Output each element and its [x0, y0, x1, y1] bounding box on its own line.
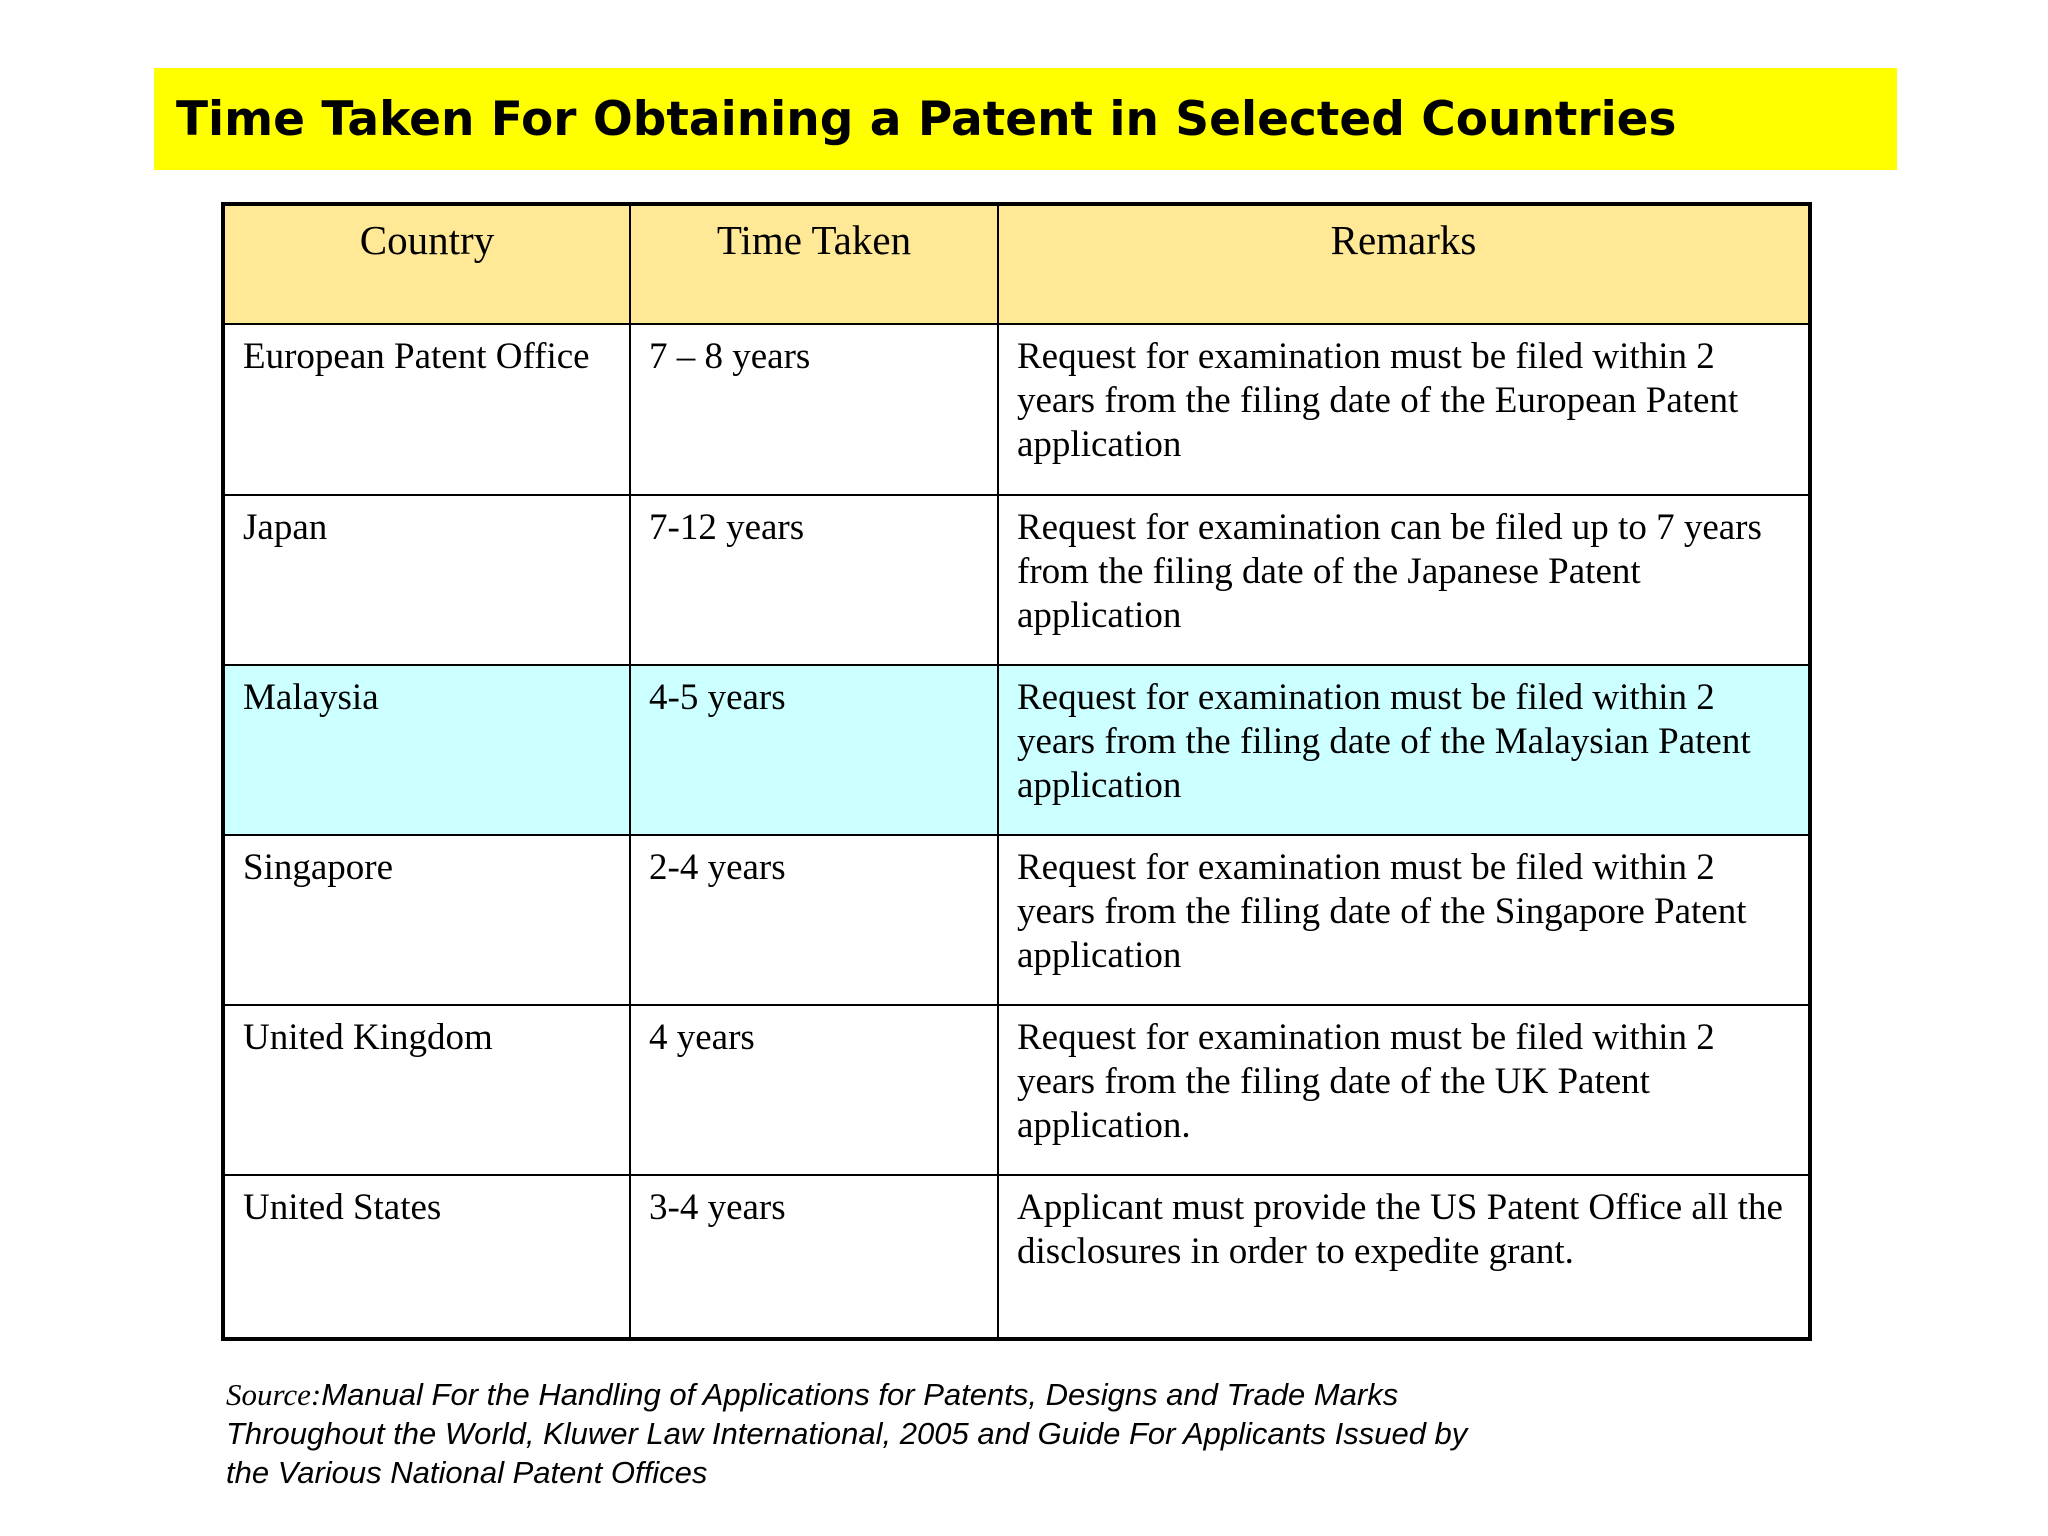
cell-remarks: Request for examination must be filed within 2 years from the filing date of the European Patent application	[999, 325, 1808, 496]
cell-time-taken: 4-5 years	[631, 666, 999, 836]
cell-country: United States	[225, 1176, 631, 1337]
header-time-taken: Time Taken	[631, 206, 999, 325]
source-text: Manual For the Handling of Applications for Patents, Designs and Trade Marks Throughout the World, Kluwer Law International, 2005 and Guide For Applicants Issued by the Various National Patent Offices	[226, 1377, 1468, 1490]
cell-remarks: Request for examination can be filed up to 7 years from the filing date of the Japanese Patent application	[999, 496, 1808, 666]
cell-country: Singapore	[225, 836, 631, 1006]
cell-remarks: Request for examination must be filed within 2 years from the filing date of the Malaysian Patent application	[999, 666, 1808, 836]
header-country: Country	[225, 206, 631, 325]
cell-country: Japan	[225, 496, 631, 666]
page-title: Time Taken For Obtaining a Patent in Selected Countries	[176, 91, 1677, 147]
cell-country: Malaysia	[225, 666, 631, 836]
cell-time-taken: 7 – 8 years	[631, 325, 999, 496]
header-remarks: Remarks	[999, 206, 1808, 325]
cell-country: European Patent Office	[225, 325, 631, 496]
title-banner	[154, 68, 1897, 170]
source-label: Source:	[226, 1377, 322, 1412]
cell-time-taken: 4 years	[631, 1006, 999, 1176]
cell-time-taken: 3-4 years	[631, 1176, 999, 1337]
cell-remarks: Applicant must provide the US Patent Office all the disclosures in order to expedite grant.	[1017, 1187, 1783, 1272]
cell-remarks: Request for examination must be filed within 2 years from the filing date of the UK Patent application.	[999, 1006, 1808, 1176]
patent-time-table	[221, 202, 1812, 1341]
cell-time-taken: 2-4 years	[631, 836, 999, 1006]
cell-remarks: Request for examination must be filed within 2 years from the filing date of the Singapore Patent application	[999, 836, 1808, 1006]
source-note	[226, 1375, 1476, 1492]
cell-country: United Kingdom	[225, 1006, 631, 1176]
cell-time-taken: 7-12 years	[631, 496, 999, 666]
